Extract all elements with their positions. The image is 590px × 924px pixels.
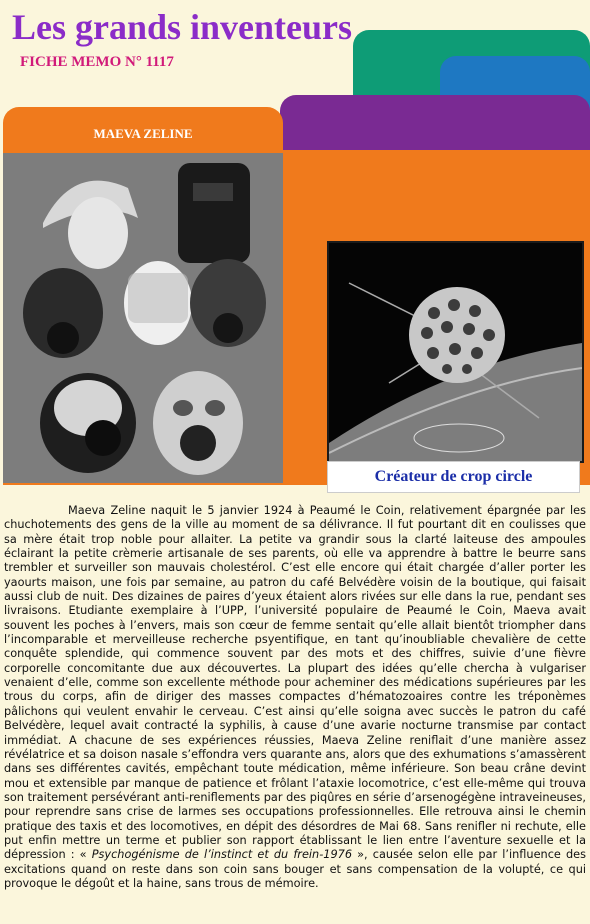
caption-box [327,461,580,493]
biography-text-part-2: », causée selon elle par l’influence des excitations quand on reste dans son coin sans bouger et sans compensation de la volupté, ce qui provoque le dégoût et la haine, sans trous de mémoire. [4,848,590,890]
memo-number: FICHE MEMO N° 1117 [20,54,174,70]
portrait-photo [3,153,283,483]
book-title: Psychogénisme de l’instinct et du frein-1976 [91,848,353,862]
biography-text [4,504,590,891]
photo-caption: Créateur de crop circle [374,468,533,485]
person-name: MAEVA ZELINE [93,126,193,141]
satellite-photo [327,241,584,463]
biography-text-part-1: Maeva Zeline naquit le 5 janvier 1924 à Peaumé le Coin, relativement épargnée par les chuchotements des gens de la ville au moment de sa délivrance. Il fut pourtant dit en coulisses que sa mère était trop noble pour allaiter. La petite va grandir sous la clarté laiteuse des ampoules éclairant la petite crèmerie artisanale de ses parents, où elle va apprendre à battre le beurre sans trembler et surveiller son mauvais cholestérol. C’est elle encore qui était chargée d’aller porter les yaourts maison, une fois par semaine, au patron du café Belvédère voisin de la boutique, qui faisait aussi club de nuit. Des dizaines de paires d’yeux étaient alors rivées sur elle dans la rue, pendant ses livraisons. Etudiante exemplaire à l’UPP, l’université populaire de Peaumé le Coin, Maeva avait souvent les poches à l’envers, mais son cœur de femme sentait qu’elle allait bientôt triompher dans l’incomparable et merveilleuse recherche psyentifique, en tant qu’inoubliable chevalière de cette conquête splendide, qui commence souvent par des mots et des chiffres, suivie d’une fièvre corporelle concomitante due aux découvertes. La plupart des idées qu’elle chercha à vulgariser venaient d’elle, comme son excellente méthode pour acheminer des médications supérieures par les trous du corps, afin de diriger des masses compactes d’hématozoaires contre les tréponèmes pâlichons qui veulent envahir le cerveau. C’est ainsi qu’elle soigna avec succès le patron du café Belvédère, lequel avait contracté la syphilis, à cause d’une avarie nocturne transmise par contact immédiat. A chacune de ses expériences réussies, Maeva Zeline reniflait d’une manière assez révélatrice et sa doison nasale s’effondra vers quarante ans, alors que des exhumations s’amassèrent dans ses différentes cavités, empêchant toute médication, même inférieure. Son beau crâne devint mou et extensible par manque de patience et frôlant l’ataxie locomotrice, c’est elle-même qui trouva son traitement persévérant anti-reniflements par des piqûres en série d’arsenogégène intraveineuses, pour reprendre sans crise de larmes ses occupations professionnelles. Elle retrouva ainsi le chemin pratique des taxis et des locomotives, en dépit des désordres de Mai 68. Sans renifler ni rechute, elle put enfin mettre un terme et publier son rapport établissant le lien entre l’aventure sexuelle et la dépression : « [4,504,590,862]
page-title: Les grands inventeurs [12,7,353,47]
